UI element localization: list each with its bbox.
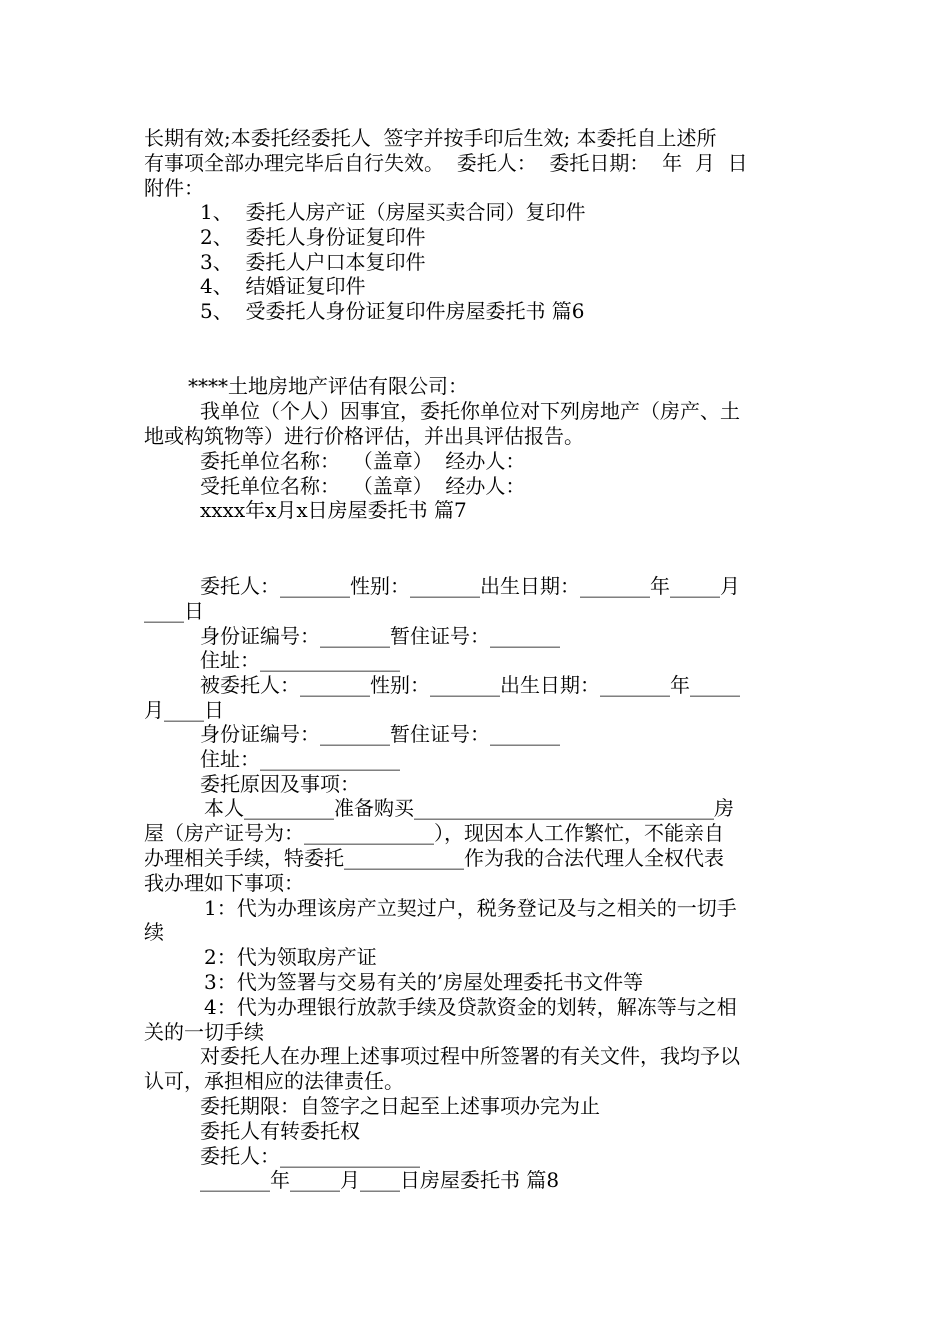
text-line: 住址：______________ [200,648,400,672]
text-line: 委托期限：自签字之日起至上述事项办完为止 [200,1094,600,1118]
text-line: 委托人：_______性别：_______出生日期：_______年_____月 [200,574,740,598]
text-line: 我单位（个人）因事宜，委托你单位对下列房地产（房产、土 [200,399,740,423]
text-line: 我办理如下事项： [144,871,304,895]
text-line: 长期有效;本委托经委托人 签字并按手印后生效; 本委托自上述所 [144,126,717,150]
text-line: 续 [144,920,164,944]
text-line: 委托人有转委托权 [200,1119,360,1143]
text-line: 认可，承担相应的法律责任。 [144,1069,404,1093]
text-line: 附件： [144,176,204,200]
text-line: _______年_____月____日房屋委托书 篇8 [200,1168,560,1192]
text-line: ****土地房地产评估有限公司： [188,374,468,398]
text-line: 屋（房产证号为：_____________），现因本人工作繁忙，不能亲自 [144,821,724,845]
text-line: 月____日 [144,698,224,722]
text-line: 1、 委托人房产证（房屋买卖合同）复印件 [200,200,586,224]
text-line: 地或构筑物等）进行价格评估，并出具评估报告。 [144,424,584,448]
text-line: 身份证编号：_______暂住证号：_______ [200,624,560,648]
text-line: 1：代为办理该房产立契过户，税务登记及与之相关的一切手 [204,896,737,920]
text-line: 5、 受委托人身份证复印件房屋委托书 篇6 [200,299,585,323]
text-line: 关的一切手续 [144,1020,264,1044]
text-line: ____日 [144,599,204,623]
text-line: 委托单位名称： （盖章） 经办人： [200,449,526,473]
text-line: 本人_________准备购买______________________________房 [204,796,734,820]
text-line: 3：代为签署与交易有关的’房屋处理委托书文件等 [204,970,644,994]
text-line: 办理相关手续，特委托____________作为我的合法代理人全权代表 [144,846,724,870]
text-line: 身份证编号：_______暂住证号：_______ [200,722,560,746]
text-line: 被委托人：_______性别：_______出生日期：_______年_____ [200,673,740,697]
text-line: 对委托人在办理上述事项过程中所签署的有关文件，我均予以 [200,1044,740,1068]
text-line: 2、 委托人身份证复印件 [200,225,426,249]
text-line: 4、 结婚证复印件 [200,274,366,298]
text-line: 委托人：______________ [200,1144,420,1168]
text-line: 4：代为办理银行放款手续及贷款资金的划转，解冻等与之相 [204,995,737,1019]
text-line: 住址：______________ [200,747,400,771]
text-line: 2：代为领取房产证 [204,945,377,969]
text-line: 有事项全部办理完毕后自行失效。 委托人： 委托日期： 年 月 日 [144,151,748,175]
text-line: 3、 委托人户口本复印件 [200,250,426,274]
text-line: 委托原因及事项： [200,772,360,796]
text-line: xxxx年x月x日房屋委托书 篇7 [200,498,467,522]
text-line: 受托单位名称： （盖章） 经办人： [200,474,526,498]
